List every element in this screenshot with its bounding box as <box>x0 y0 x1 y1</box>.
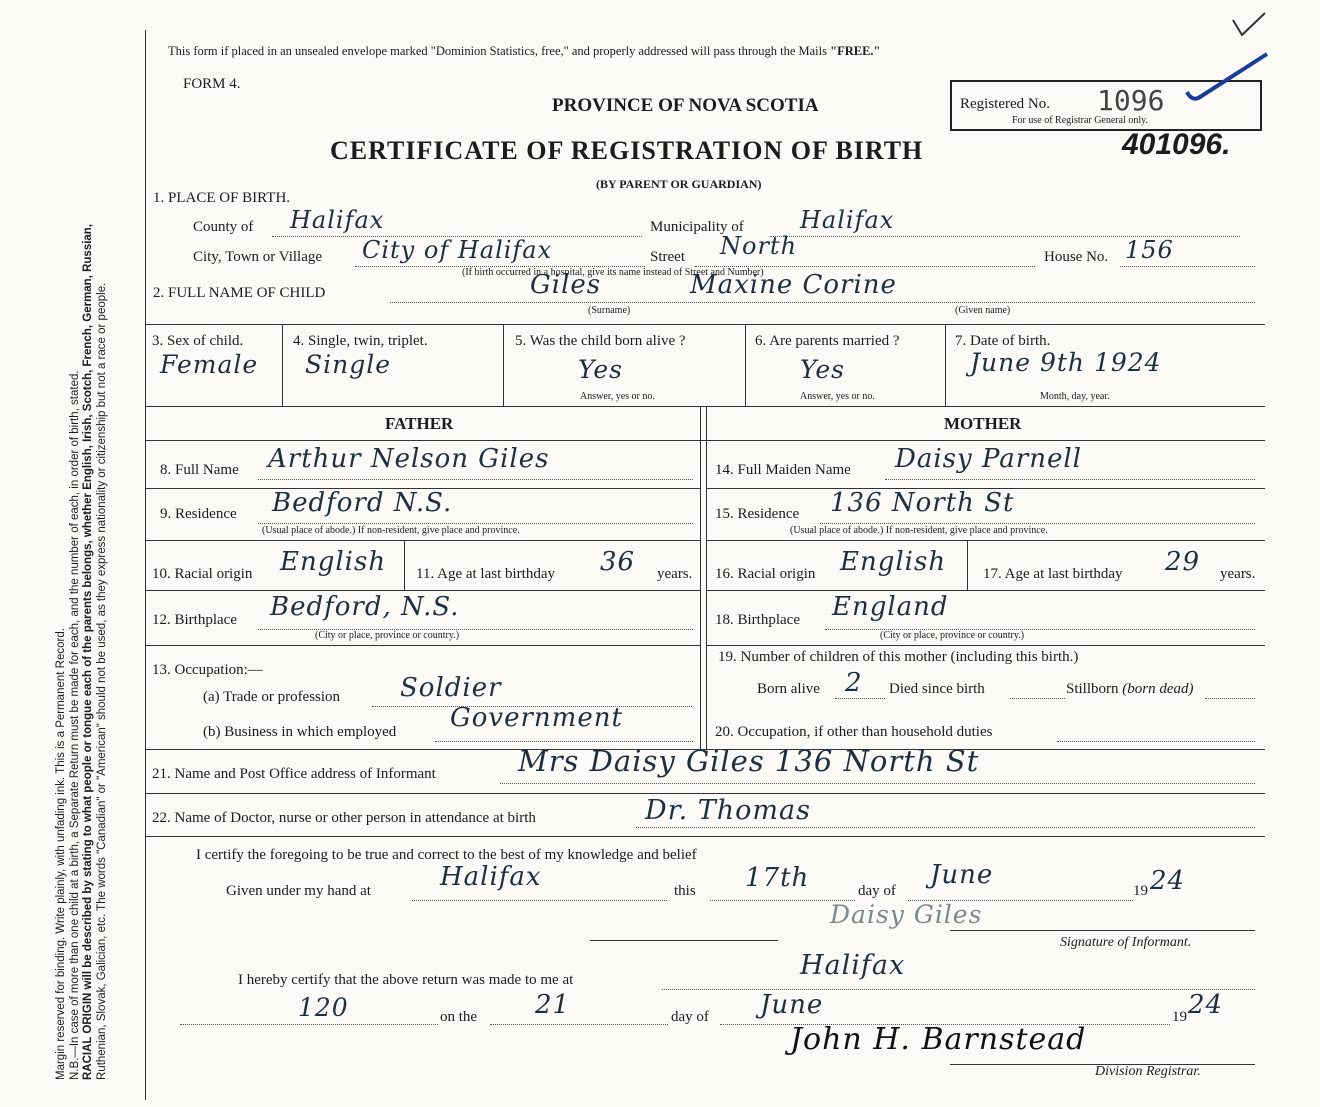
postal-notice <box>168 44 880 59</box>
business-value: Government <box>450 703 623 733</box>
day-of-2-label: day of <box>671 1009 709 1025</box>
margin-instructions <box>55 20 109 1080</box>
city-label: City, Town or Village <box>193 249 323 265</box>
business-label: (b) Business in which employed <box>203 724 397 740</box>
children-count-label: 19. Number of children of this mother (including this birth.) <box>718 649 1079 665</box>
mother-heading: MOTHER <box>944 414 1022 433</box>
year-prefix-2-label: 19 <box>1172 1009 1187 1025</box>
born-dead-text: (born dead) <box>1122 681 1194 697</box>
hospital-note: (If birth occurred in a hospital, give its name instead of Street and Number) <box>462 267 764 278</box>
parents-married-label: 6. Are parents married ? <box>755 333 900 349</box>
county-value: Halifax <box>290 206 385 234</box>
margin-line-1: Margin reserved for binding. Write plainly, with unfading ink. This is a Permanent Record. <box>55 628 67 1080</box>
registrar-note: For use of Registrar General only. <box>1012 115 1148 126</box>
hereby-label: I hereby certify that the above return was made to me at <box>238 972 574 988</box>
father-race-label: 10. Racial origin <box>152 566 253 582</box>
place-of-birth-label: 1. PLACE OF BIRTH. <box>153 190 291 206</box>
born-alive-count-label: Born alive <box>757 681 820 697</box>
mother-years-label: years. <box>1220 566 1256 582</box>
informant-value: Mrs Daisy Giles 136 North St <box>518 744 980 778</box>
father-heading: FATHER <box>385 414 454 433</box>
died-label: Died since birth <box>889 681 985 697</box>
father-age-value: 36 <box>600 547 636 577</box>
father-residence-note: (Usual place of abode.) If non-resident, give place and province. <box>262 525 520 536</box>
margin-line-3: RACIAL ORIGIN will be described by stating to what people or tongue each of the parents belongs, whether English, Irish, Scotch, French, German, Russian, <box>82 223 94 1080</box>
father-residence-value: Bedford N.S. <box>272 488 453 518</box>
given-at-label: Given under my hand at <box>226 883 371 899</box>
mother-race-value: English <box>840 547 947 577</box>
margin-border <box>145 30 146 1100</box>
house-label: House No. <box>1044 249 1109 265</box>
division-registrar-label: Division Registrar. <box>1095 1064 1201 1079</box>
surname-note: (Surname) <box>588 305 631 316</box>
father-name-label: 8. Full Name <box>160 462 239 478</box>
born-alive-note: Answer, yes or no. <box>580 391 655 402</box>
day-of-label: day of <box>858 883 896 899</box>
mother-birthplace-label: 18. Birthplace <box>715 612 800 628</box>
father-residence-label: 9. Residence <box>160 506 237 522</box>
given-day-value: 17th <box>745 863 810 893</box>
father-birthplace-note: (City or place, province or country.) <box>315 630 460 641</box>
married-note: Answer, yes or no. <box>800 391 875 402</box>
occupation-label: 13. Occupation:— <box>152 662 263 678</box>
dob-value: June 9th 1924 <box>970 348 1162 377</box>
mother-age-value: 29 <box>1165 547 1201 577</box>
mother-birthplace-value: England <box>832 592 949 622</box>
mother-occupation-label: 20. Occupation, if other than household duties <box>715 724 993 740</box>
mother-name-label: 14. Full Maiden Name <box>715 462 851 478</box>
plurality-value: Single <box>305 350 392 379</box>
municipality-label: Municipality of <box>650 219 744 235</box>
doctor-label: 22. Name of Doctor, nurse or other person in attendance at birth <box>152 810 536 826</box>
given-month-value: June <box>930 860 994 890</box>
street-label: Street <box>650 249 685 265</box>
house-value: 156 <box>1125 236 1174 264</box>
registrar-signature: John H. Barnstead <box>790 1022 1087 1057</box>
stillborn-label <box>1066 681 1194 698</box>
informant-signature-label: Signature of Informant. <box>1060 935 1192 950</box>
municipality-value: Halifax <box>800 206 895 234</box>
margin-line-4: Ruthenian, Slovak, Galician, etc. The words "Canadian" or "American" should not be used, as they express nationality or citizenship but not a race or people. <box>95 282 108 1080</box>
given-note: (Given name) <box>955 305 1011 316</box>
certify-statement: I certify the foregoing to be true and correct to the best of my knowledge and belief <box>196 847 697 863</box>
mother-residence-note: (Usual place of abode.) If non-resident, give place and province. <box>790 525 1048 536</box>
mother-residence-label: 15. Residence <box>715 506 800 522</box>
registered-label: Registered No. <box>960 96 1050 112</box>
city-value: City of Halifax <box>362 236 553 264</box>
this-label: this <box>674 883 696 899</box>
dob-label: 7. Date of birth. <box>955 333 1051 349</box>
mother-age-label: 17. Age at last birthday <box>983 566 1123 582</box>
stillborn-text: Stillborn <box>1066 681 1119 697</box>
form-number: FORM 4. <box>183 76 241 92</box>
registered-at-value: Halifax <box>800 950 906 981</box>
informant-label: 21. Name and Post Office address of Informant <box>152 766 436 782</box>
plurality-label: 4. Single, twin, triplet. <box>293 333 428 349</box>
father-birthplace-label: 12. Birthplace <box>152 612 237 628</box>
mother-residence-value: 136 North St <box>830 488 1015 518</box>
year-prefix-label: 19 <box>1133 883 1148 899</box>
child-given-name: Maxine Corine <box>690 270 897 300</box>
registration-code-value: 120 <box>298 993 349 1022</box>
father-name-value: Arthur Nelson Giles <box>268 444 550 474</box>
informant-signature: Daisy Giles <box>830 900 983 929</box>
postal-notice-text: This form if placed in an unsealed envelope marked "Dominion Statistics, free," and properly addressed will pass through the Mails <box>168 44 827 58</box>
mother-name-value: Daisy Parnell <box>895 444 1082 474</box>
registration-month-value: June <box>760 990 824 1020</box>
doctor-value: Dr. Thomas <box>645 795 811 826</box>
trade-label: (a) Trade or profession <box>203 689 341 705</box>
trade-value: Soldier <box>400 673 502 703</box>
on-the-label: on the <box>440 1009 478 1025</box>
given-year-value: 24 <box>1150 866 1186 896</box>
child-name-label: 2. FULL NAME OF CHILD <box>153 285 326 301</box>
certificate-title: CERTIFICATE OF REGISTRATION OF BIRTH <box>330 136 924 165</box>
registration-year-value: 24 <box>1188 990 1224 1020</box>
father-age-label: 11. Age at last birthday <box>416 566 555 582</box>
province-heading: PROVINCE OF NOVA SCOTIA <box>552 95 819 116</box>
margin-line-2: N.B.—In case of more than one child at a birth, a Separate Return must be made for each, and the number of each, in order of birth, stated. <box>68 370 81 1080</box>
certificate-subtitle: (BY PARENT OR GUARDIAN) <box>596 177 762 191</box>
mother-birthplace-note: (City or place, province or country.) <box>880 630 1025 641</box>
sex-label: 3. Sex of child. <box>152 333 244 349</box>
sex-value: Female <box>160 350 259 379</box>
born-alive-count-value: 2 <box>845 668 863 698</box>
born-alive-label: 5. Was the child born alive ? <box>515 333 686 349</box>
father-years-label: years. <box>657 566 693 582</box>
born-alive-value: Yes <box>578 355 623 384</box>
stamp-number: 401096. <box>1122 128 1231 161</box>
street-value: North <box>720 232 798 260</box>
father-race-value: English <box>280 547 387 577</box>
registered-number: 1096 <box>1097 84 1165 117</box>
county-label: County of <box>193 219 254 235</box>
dob-note: Month, day, year. <box>1040 391 1110 402</box>
tick-icon <box>1230 10 1270 40</box>
mother-race-label: 16. Racial origin <box>715 566 816 582</box>
given-at-value: Halifax <box>440 862 542 892</box>
registration-box <box>950 80 1262 131</box>
father-birthplace-value: Bedford, N.S. <box>270 592 460 622</box>
parents-married-value: Yes <box>800 355 845 384</box>
postal-free: "FREE." <box>830 44 881 58</box>
check-mark-icon <box>1182 52 1272 112</box>
registration-day-value: 21 <box>535 990 571 1020</box>
child-surname: Giles <box>530 270 602 300</box>
